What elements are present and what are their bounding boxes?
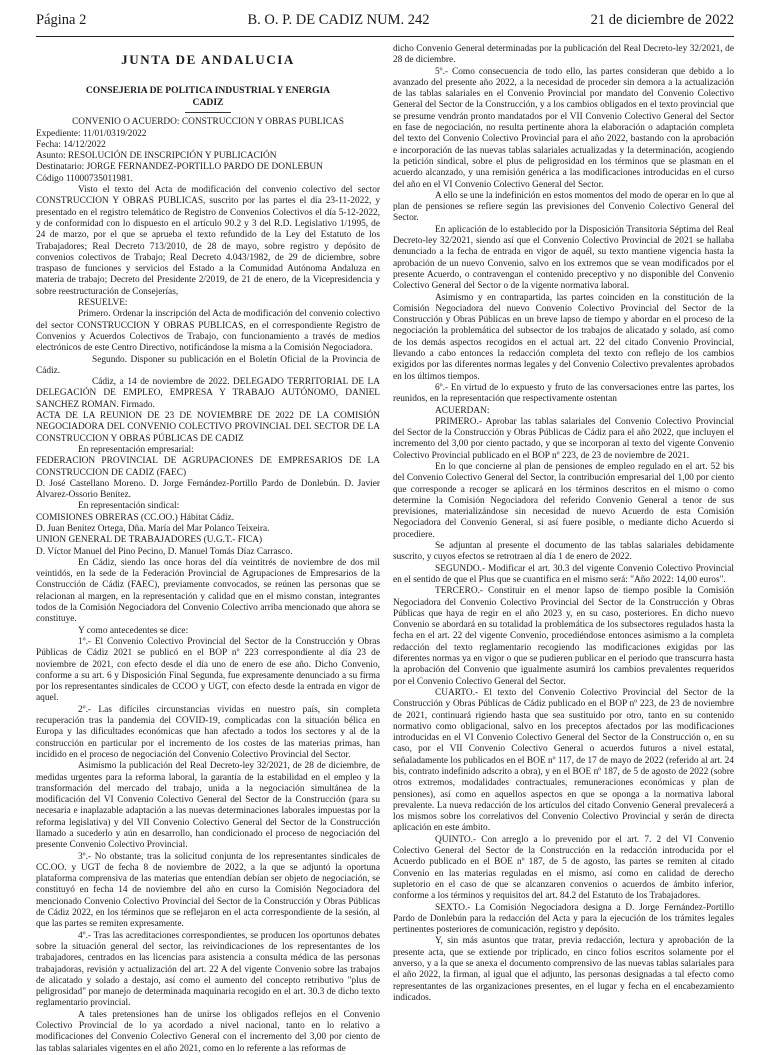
- bulletin-title: B. O. P. DE CADIZ NUM. 242: [247, 12, 430, 28]
- faec-members: D. José Castellano Moreno. D. Jorge Fernández-Portillo Pardo de Donlebún. D. Javier Alvarez-Ossorio Benítez.: [36, 478, 380, 501]
- fecha: Fecha: 14/12/2022: [36, 139, 106, 150]
- antecedente-2: 2º.- Las difíciles circunstancias vividas en nuestro país, sin completa recuperación tras la pandemia del COVID-19, complicadas con la situación bélica en Europa y las dificultades económicas que han afectado a todos los sectores y al de la construcción en particular por el incremento de los costes de las materias primas, han incidido en el proceso de negociación del Convenio Colectivo Provincial del Sector.: [36, 704, 380, 760]
- page-number: Página 2: [36, 12, 87, 28]
- bulletin-date: 21 de diciembre de 2022: [590, 12, 734, 28]
- acuerdo-sexto: SEXTO.- La Comisión Negociadora designa a D. Jorge Fernández-Portillo Pardo de Donlebún para la redacción del Acta y para la ejecución de los trámites legales pertinentes posteriores de comunicación, registro y depósito.: [393, 902, 734, 936]
- acuerdan-heading: ACUERDAN:: [435, 405, 490, 416]
- adjuntan-paragraph: Se adjuntan al presente el documento de las tablas salariales debidamente suscrito, y cuyos efectos se retrotraen al día 1 de enero de 2022.: [393, 541, 734, 563]
- antecedente-3: 3º.- No obstante, tras la solicitud conjunta de los representantes sindicales de CC.OO. y UGT de fecha 8 de noviembre de 2022, a la que se adjuntó la oportuna plataforma comprensiva de las materias que entendían debían ser objeto de negociación, se constituyó en fecha 14 de noviembre del año en curso la Comisión Negociadora del mencionado Convenio Colectivo Provincial del Sector de la Construcción y Obras Públicas de Cádiz 2022, en los términos que se reflejaron en el acta correspondiente de la sesión, al que las partes se remiten expresamente.: [36, 851, 380, 930]
- consejeria-heading: CONSEJERIA DE POLITICA INDUSTRIAL Y ENERGIA: [85, 85, 331, 97]
- ccoo-name: COMISIONES OBRERAS (CC.OO.) Hábitat Cádiz.: [36, 512, 235, 523]
- expediente: Expediente: 11/01/0319/2022: [36, 128, 147, 139]
- acuerdo-primero: PRIMERO.- Aprobar las tablas salariales del Convenio Colectivo Provincial del Sector de la Construcción y Obras Públicas de Cádiz para el año 2022, que incluyen el incremento del 3,00 por ciento pactado, y que se incorporan al texto del vigente Convenio Colectivo Provincial publicado en el BOP nº 223, de 23 de noviembre de 2021.: [393, 416, 734, 461]
- acuerdo-cuarto: CUARTO.- El texto del Convenio Colectivo Provincial del Sector de la Construcción y Obras Públicas de Cádiz publicado en el BOP nº 223, de 23 de noviembre de 2021, continuará rigiendo hasta que sea sustituido por otro, tanto en su contenido normativo como obligacional, salvo en los preceptos afectados por las modificaciones introducidas en el VI Convenio Colectivo General del Sector de la Construcción o, en su caso, por el VII Convenio Colectivo General o acuerdos futuros a nivel estatal, señaladamente los publicados en el BOE nº 117, de 17 de mayo de 2022 (referido al art. 24 bis, contrato indefinido adscrito a obra), y en el BOE nº 187, de 5 de agosto de 2022 (sobre otros extremos, modalidades contractuales, remuneraciones económicas y plan de pensiones), así como en aquellos aspectos en que se oponga a la normativa laboral prevalente. La nueva redacción de los artículos del citado Convenio General prevalecerá a los mismos sobre los correlativos del Convenio Colectivo Provincial y serán de directa aplicación en este ámbito.: [393, 687, 734, 834]
- primero-paragraph: Primero. Ordenar la inscripción del Acta de modificación del convenio colectivo del sector CONSTRUCCION Y OBRAS PUBLICAS, en el correspondiente Registro de Convenios y Acuerdos Colectivos de Trabajo, con funcionamiento a través de medios electrónicos de este Centro Directivo, notificándose la misma a la Comisión Negociadora.: [36, 309, 380, 354]
- acuerdo-segundo: SEGUNDO.- Modificar el art. 30.3 del vigente Convenio Colectivo Provincial en el sentido de que el Plus que se cuantifica en el mismo será: "Año 2022: 14,00 euros".: [393, 563, 734, 585]
- visto-paragraph: Visto el texto del Acta de modificación del convenio colectivo del sector CONSTRUCCION Y OBRAS PUBLICAS, suscrito por las partes el día 23-11-2022, y presentado en el registro telemático de Registro de Convenios Colectivos el día 5-12-2022, y de conformidad con lo dispuesto en el artículo 90.2 y 3 del R.D. Legislativo 1/1995, de 24 de marzo, por el que se aprueba el texto refundido de la Ley del Estatuto de los Trabajadores; Real Decreto 713/2010, de 28 de mayo, sobre registro y depósito de convenios colectivos de Trabajo; Real Decreto 4.043/1982, de 29 de diciembre, sobre traspaso de funciones y servicios del Estado a la Comunidad Autónoma Andaluza en materia de trabajo; Decreto del Presidente 2/2019, de 21 de enero, de la Vicepresidencia y sobre reestructuración de Consejerías,: [36, 185, 380, 297]
- convenio-title: CONVENIO O ACUERDO: CONSTRUCCION Y OBRAS PUBLICAS: [72, 117, 344, 128]
- asunto: Asunto: RESOLUCIÓN DE INSCRIPCIÓN Y PUBLICACIÓN: [36, 151, 277, 162]
- faec-name: FEDERACION PROVINCIAL DE AGRUPACIONES DE EMPRESARIOS DE LA CONSTRUCCION DE CADIZ (FAEC): [36, 456, 380, 478]
- closing-paragraph: Y, sin más asuntos que tratar, previa redacción, lectura y aprobación de la presente acta, que se extiende por triplicado, en cinco folios escritos solamente por el anverso, y a la que se anexa el documento comprensivo de las nuevas tablas salariales para el año 2022, la firman, al igual que el adjunto, las personas designadas a tal efecto como representantes de las organizaciones presentes, en el lugar y fecha en el encabezamiento indicados.: [393, 936, 734, 1003]
- resuelve-heading: RESUELVE:: [78, 298, 128, 309]
- ugt-members: D. Víctor Manuel del Pino Pecino, D. Manuel Tomás Díaz Carrasco.: [36, 546, 293, 557]
- indefinicion-paragraph: A ello se une la indefinición en estos momentos del modo de operar en lo que al plan de pensiones se refiere según las previsiones del Convenio Colectivo General del Sector.: [393, 190, 734, 224]
- codigo: Código 11000735011981.: [36, 173, 133, 184]
- antecedente-2b: Asimismo la publicación del Real Decreto-ley 32/2021, de 28 de diciembre, de medidas urgentes para la reforma laboral, la garantía de la estabilidad en el empleo y la transformación del mercado del trabajo, unida a la negociación simultánea de la modificación del VI Convenio Colectivo General del Sector de la Construcción (para su necesaria e inaplazable adaptación a las nuevas determinaciones laborales impuestas por la reforma legislativa) y del VII Convenio Colectivo General del Sector de la Construcción llamado a sucederlo y aún en desarrollo, han condicionado el proceso de negociación del presente Convenio Colectivo Provincial.: [36, 761, 380, 851]
- rep-empresarial-label: En representación empresarial:: [78, 444, 194, 455]
- acuerdo-tercero: TERCERO.- Constituir en el menor lapso de tiempo posible la Comisión Negociadora del Convenio Colectivo Provincial del Sector de la Construcción y Obras Públicas que haya de regir en el año 2023 y, en su caso, posteriores. En dicho nuevo Convenio se abordará en su totalidad la problemática de los subsectores regulados hasta la fecha en el art. 22 del vigente Convenio, procediéndose entonces asimismo a la completa redacción del texto reglamentario recogiendo las modificaciones exigidas por las diferentes normas ya en vigor o que se pudieren publicar en el periodo que transcurra hasta la aprobación del Convenio que igualmente asumirá los cambios prevalentes requeridos por el Convenio Colectivo General del Sector.: [393, 586, 734, 687]
- ccoo-members: D. Juan Benítez Ortega, Dña. María del Mar Polanco Teixeira.: [36, 523, 270, 534]
- section-heading: JUNTA DE ANDALUCIA: [121, 52, 295, 67]
- acuerdo-quinto: QUINTO.- Con arreglo a lo prevenido por el art. 7. 2 del VI Convenio Colectivo General del Sector de la Construcción en la redacción introducida por el Acuerdo publicado en el BOE nº 187, de 5 de agosto, las partes se remiten al citado Convenio en las materias reguladas en el mismo, así como en calidad de derecho supletorio en el caso de que se alcanzaren convenios o acuerdos de ámbito inferior, conforme a los términos y requisitos del art. 84.2 del Estatuto de los Trabajadores.: [393, 834, 734, 902]
- continued-paragraph: dicho Convenio General determinadas por la publicación del Real Decreto-ley 32/2021, de 28 de diciembre.: [393, 44, 734, 66]
- short-divider: [185, 112, 231, 113]
- meeting-paragraph: En Cádiz, siendo las once horas del día veintitrés de noviembre de dos mil veintidós, en la sede de la Federación Provincial de Agrupaciones de Empresarios de la Construcción de Cádiz (FAEC), previamente convocados, se reúnen las personas que se relacionan al margen, en la representación y calidad que en el mismo constan, integrantes todos de la Comisión Negociadora del Convenio Colectivo arriba mencionado que ahora se constituye.: [36, 557, 380, 625]
- antecedente-1: 1º.- El Convenio Colectivo Provincial del Sector de la Construcción y Obras Públicas de Cádiz 2021 se publicó en el BOP nº 223 correspondiente al día 23 de noviembre de 2021, con efecto desde el día uno de enero de ese año. Dicho Convenio, conforme a su art. 6 y Disposición Final Segunda, fue expresamente denunciado a su firma por los representantes sindicales de CCOO y UGT, con efecto desde la entrada en vigor de aquel.: [36, 636, 380, 704]
- acta-title: ACTA DE LA REUNION DE 23 DE NOVIEMBRE DE 2022 DE LA COMISIÓN NEGOCIADORA DEL CONVENIO COLECTIVO PROVINCIAL DEL SECTOR DE LA CONSTRUCCION Y OBRAS PÚBLICAS DE CADIZ: [36, 411, 380, 444]
- page-header: [36, 12, 734, 34]
- destinatario: Destinatario: JORGE FERNANDEZ-PORTILLO PARDO DE DONLEBUN: [36, 162, 323, 173]
- rep-sindical-label: En representación sindical:: [78, 501, 180, 512]
- aplicacion-paragraph: En aplicación de lo establecido por la Disposición Transitoria Séptima del Real Decreto-ley 32/2021, siendo así que el Convenio Colectivo Provincial de 2021 se hallaba denunciado a la fecha de entrada en vigor de aquél, su texto mantiene vigencia hasta la aprobación de un nuevo Convenio, salvo en los extremos que se vean modificados por el presente Acuerdo, o contravengan el contenido preceptivo y no disponible del Convenio Colectivo General del Sector o de la vigente normativa laboral.: [393, 224, 734, 292]
- segundo-paragraph: Segundo. Disponer su publicación en el Boletín Oficial de la Provincia de Cádiz.: [36, 354, 380, 376]
- asimismo-paragraph: Asimismo y en contrapartida, las partes coinciden en la constitución de la Comisión Negociadora del nuevo Convenio Colectivo Provincial del Sector de la Construcción y Obras Públicas en un breve lapso de tiempo y abordar en el proceso de la negociación la problemática del subsector de los trabajos de alicatado y solado, así como de los demás aspectos recogidos en el actual art. 22 del citado Convenio Provincial, llevando a cabo entonces la redacción completa del texto con reflejo de los cambios exigidos por las diferentes normas legales y del Convenio Colectivo prevalentes aprobados en los últimos tiempos.: [393, 292, 734, 382]
- antecedentes-label: Y como antecedentes se dice:: [78, 625, 189, 636]
- antecedente-6: 6º.- En virtud de lo expuesto y fruto de las conversaciones entre las partes, los reunidos, en la representación que respectivamente ostentan: [393, 382, 734, 405]
- antecedente-4: 4º.- Tras las acreditaciones correspondientes, se producen los oportunos debates sobre la situación general del sector, las reivindicaciones de los representantes de los trabajadores, centrados en las licencias para asistencia a consulta médica de las personas trabajadoras, revisión y actualización del art. 22 A del vigente Convenio sobre las trabajos de alicatado y solado a destajo, así como el aumento del concepto retributivo "plus de peligrosidad" por manejo de determinada maquinaria recogido en el art. 30.3 de dicho texto reglamentario provincial.: [36, 930, 380, 1009]
- header-rule: [36, 36, 734, 37]
- location-heading: CADIZ: [192, 97, 224, 109]
- signature-paragraph: Cádiz, a 14 de noviembre de 2022. DELEGADO TERRITORIAL DE LA DELEGACIÓN DE EMPLEO, EMPRESA Y TRABAJO AUTÓNOMO, DANIEL SANCHEZ ROMAN. Firmado.: [36, 377, 380, 410]
- antecedente-5: 5º.- Como consecuencia de todo ello, las partes consideran que debido a lo avanzado del presente año 2022, a la necesidad de proceder sin demora a la actualización de las tablas salariales en el Convenio Provincial por mandato del Convenio Colectivo General del Sector de la Construcción, y a los cambios obligados en el texto provincial que se presume vendrán pronto mandatados por el VII Convenio Colectivo General del Sector en fase de negociación, no resulta pertinente ahora la elaboración o adaptación completa del texto del Convenio Colectivo Provincial para el año 2022, bastando con la aprobación e incorporación de las nuevas tablas salariales actualizadas y la determinación, acogiendo la petición sindical, sobre el plus de peligrosidad en los términos que se plasman en el acuerdo alcanzado, y una remisión genérica a las modificaciones introducidas en el curso del año en el VI Convenio Colectivo General del Sector.: [393, 66, 734, 190]
- plan-pensiones-paragraph: En lo que concierne al plan de pensiones de empleo regulado en el art. 52 bis del Convenio Colectivo General del Sector, la contribución empresarial del 1,00 por ciento que corresponde a recoger se aplicará en los términos descritos en el mismo o como determine la Comisión Negociadora del referido Convenio General a tenor de sus previsiones, materializándose sin necesidad de nuevo Acuerdo de esta Comisión Negociadora del Convenio General, si así fuere posible, o mediante dicho Acuerdo si procediere.: [393, 461, 734, 540]
- left-column: [36, 42, 380, 1055]
- right-column: [393, 44, 734, 1004]
- ugt-name: UNION GENERAL DE TRABAJADORES (U.G.T.- FICA): [36, 535, 263, 546]
- antecedente-4b: A tales pretensiones han de unirse los obligados reflejos en el Convenio Colectivo Provincial de lo ya acordado a nivel nacional, tanto en lo relativo a modificaciones del Convenio Colectivo General con el incremento del 3,00 por ciento de las tablas salariales vigentes en el año 2021, como en lo referente a las reformas de: [36, 1009, 380, 1054]
